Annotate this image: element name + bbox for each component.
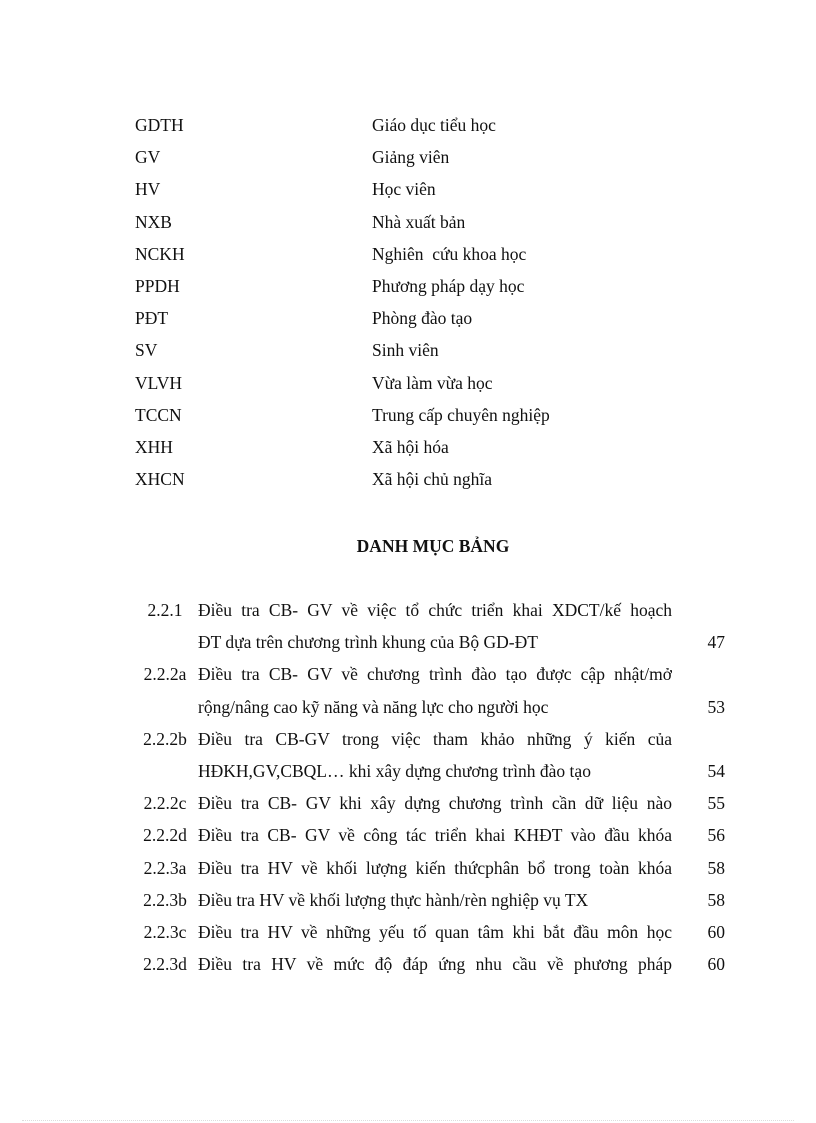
abbreviation-code: SV (135, 340, 158, 361)
table-list-line (135, 695, 725, 727)
table-list-line (135, 952, 725, 984)
page-number: 56 (707, 825, 725, 846)
page-number: 60 (707, 921, 725, 942)
abbreviation-row (135, 435, 735, 467)
abbreviation-meaning: Vừa làm vừa học (372, 372, 493, 393)
abbreviation-code: PPDH (135, 275, 180, 296)
abbreviation-meaning: Trung cấp chuyên nghiệp (372, 404, 550, 425)
table-number: 2.2.1 (147, 600, 183, 620)
table-number: 2.2.3d (143, 954, 187, 975)
abbreviation-row (135, 145, 735, 177)
abbreviation-code: TCCN (135, 404, 182, 425)
abbreviation-meaning: Sinh viên (372, 340, 439, 361)
abbreviation-meaning: Xã hội hóa (372, 436, 449, 457)
abbreviation-row (135, 177, 735, 209)
table-list (135, 598, 725, 984)
abbreviation-row (135, 467, 735, 499)
abbreviation-meaning: Giảng viên (372, 147, 450, 168)
page-number: 47 (707, 632, 725, 653)
table-list-line (135, 791, 725, 823)
abbreviation-code: GV (135, 147, 161, 168)
table-caption: Điều tra CB- GV về công tác triển khai KHĐT vào đầu khóa (198, 825, 672, 846)
table-caption: Điều tra CB- GV khi xây dựng chương trình cần dữ liệu nào (198, 793, 672, 814)
table-caption: Điều tra HV về những yếu tố quan tâm khi bắt đầu môn học (198, 921, 672, 942)
abbreviation-meaning: Nhà xuất bản (372, 211, 466, 232)
abbreviation-row (135, 242, 735, 274)
abbreviation-code: PĐT (135, 308, 169, 329)
table-caption: HĐKH,GV,CBQL… khi xây dựng chương trình đào tạo (198, 760, 591, 781)
abbreviation-code: NXB (135, 211, 172, 232)
abbreviation-row (135, 371, 735, 403)
table-list-line (135, 856, 725, 888)
table-list-line (135, 823, 725, 855)
table-list-line (135, 598, 725, 630)
abbreviation-code: NCKH (135, 243, 185, 264)
table-caption: rộng/nâng cao kỹ năng và năng lực cho người học (198, 696, 549, 717)
table-number: 2.2.3c (143, 921, 187, 942)
page-number: 58 (707, 889, 725, 910)
table-caption: Điều tra CB- GV về chương trình đào tạo được cập nhật/mở (198, 664, 672, 685)
table-list-line (135, 888, 725, 920)
page-number: 58 (707, 857, 725, 878)
page-number: 53 (707, 696, 725, 717)
table-number: 2.2.2b (143, 728, 187, 749)
abbreviation-meaning: Phương pháp dạy học (372, 275, 525, 296)
table-list-line (135, 920, 725, 952)
table-number: 2.2.2c (143, 793, 187, 814)
table-list-line (135, 759, 725, 791)
table-number: 2.2.2a (143, 664, 187, 685)
abbreviation-meaning: Giáo dục tiểu học (372, 115, 496, 135)
table-caption: Điều tra HV về khối lượng thực hành/rèn nghiệp vụ TX (198, 889, 589, 910)
abbreviation-code: VLVH (135, 372, 182, 393)
abbreviation-meaning: Phòng đào tạo (372, 308, 473, 329)
table-caption: Điều tra CB-GV trong việc tham khảo những ý kiến của (198, 728, 672, 749)
abbreviation-list (135, 113, 735, 499)
table-list-line (135, 727, 725, 759)
abbreviation-code: XHH (135, 436, 173, 457)
abbreviation-row (135, 338, 735, 370)
table-list-line (135, 662, 725, 694)
section-title: DANH MỤC BẢNG (356, 536, 510, 556)
table-caption: Điều tra HV về khối lượng kiến thứcphân bổ trong toàn khóa (198, 857, 672, 878)
abbreviation-code: HV (135, 179, 161, 200)
table-number: 2.2.2d (143, 825, 187, 846)
table-number: 2.2.3a (143, 857, 187, 878)
table-number: 2.2.3b (143, 889, 187, 910)
page-number: 60 (707, 954, 725, 975)
table-caption: ĐT dựa trên chương trình khung của Bộ GD-ĐT (198, 632, 538, 653)
abbreviation-code: GDTH (135, 115, 184, 135)
abbreviation-meaning: Học viên (372, 179, 436, 200)
abbreviation-row (135, 113, 735, 145)
page-bottom-divider (22, 1120, 794, 1121)
table-caption: Điều tra CB- GV về việc tổ chức triển khai XDCT/kế hoạch (198, 600, 672, 620)
table-caption: Điều tra HV về mức độ đáp ứng nhu cầu về phương pháp (198, 954, 672, 975)
table-list-line (135, 630, 725, 662)
page-number: 54 (707, 760, 725, 781)
page-number: 55 (707, 793, 725, 814)
abbreviation-row (135, 306, 735, 338)
abbreviation-row (135, 210, 735, 242)
abbreviation-code: XHCN (135, 469, 185, 490)
abbreviation-row (135, 274, 735, 306)
abbreviation-row (135, 403, 735, 435)
abbreviation-meaning: Nghiên cứu khoa học (372, 243, 527, 264)
abbreviation-meaning: Xã hội chủ nghĩa (372, 469, 493, 490)
